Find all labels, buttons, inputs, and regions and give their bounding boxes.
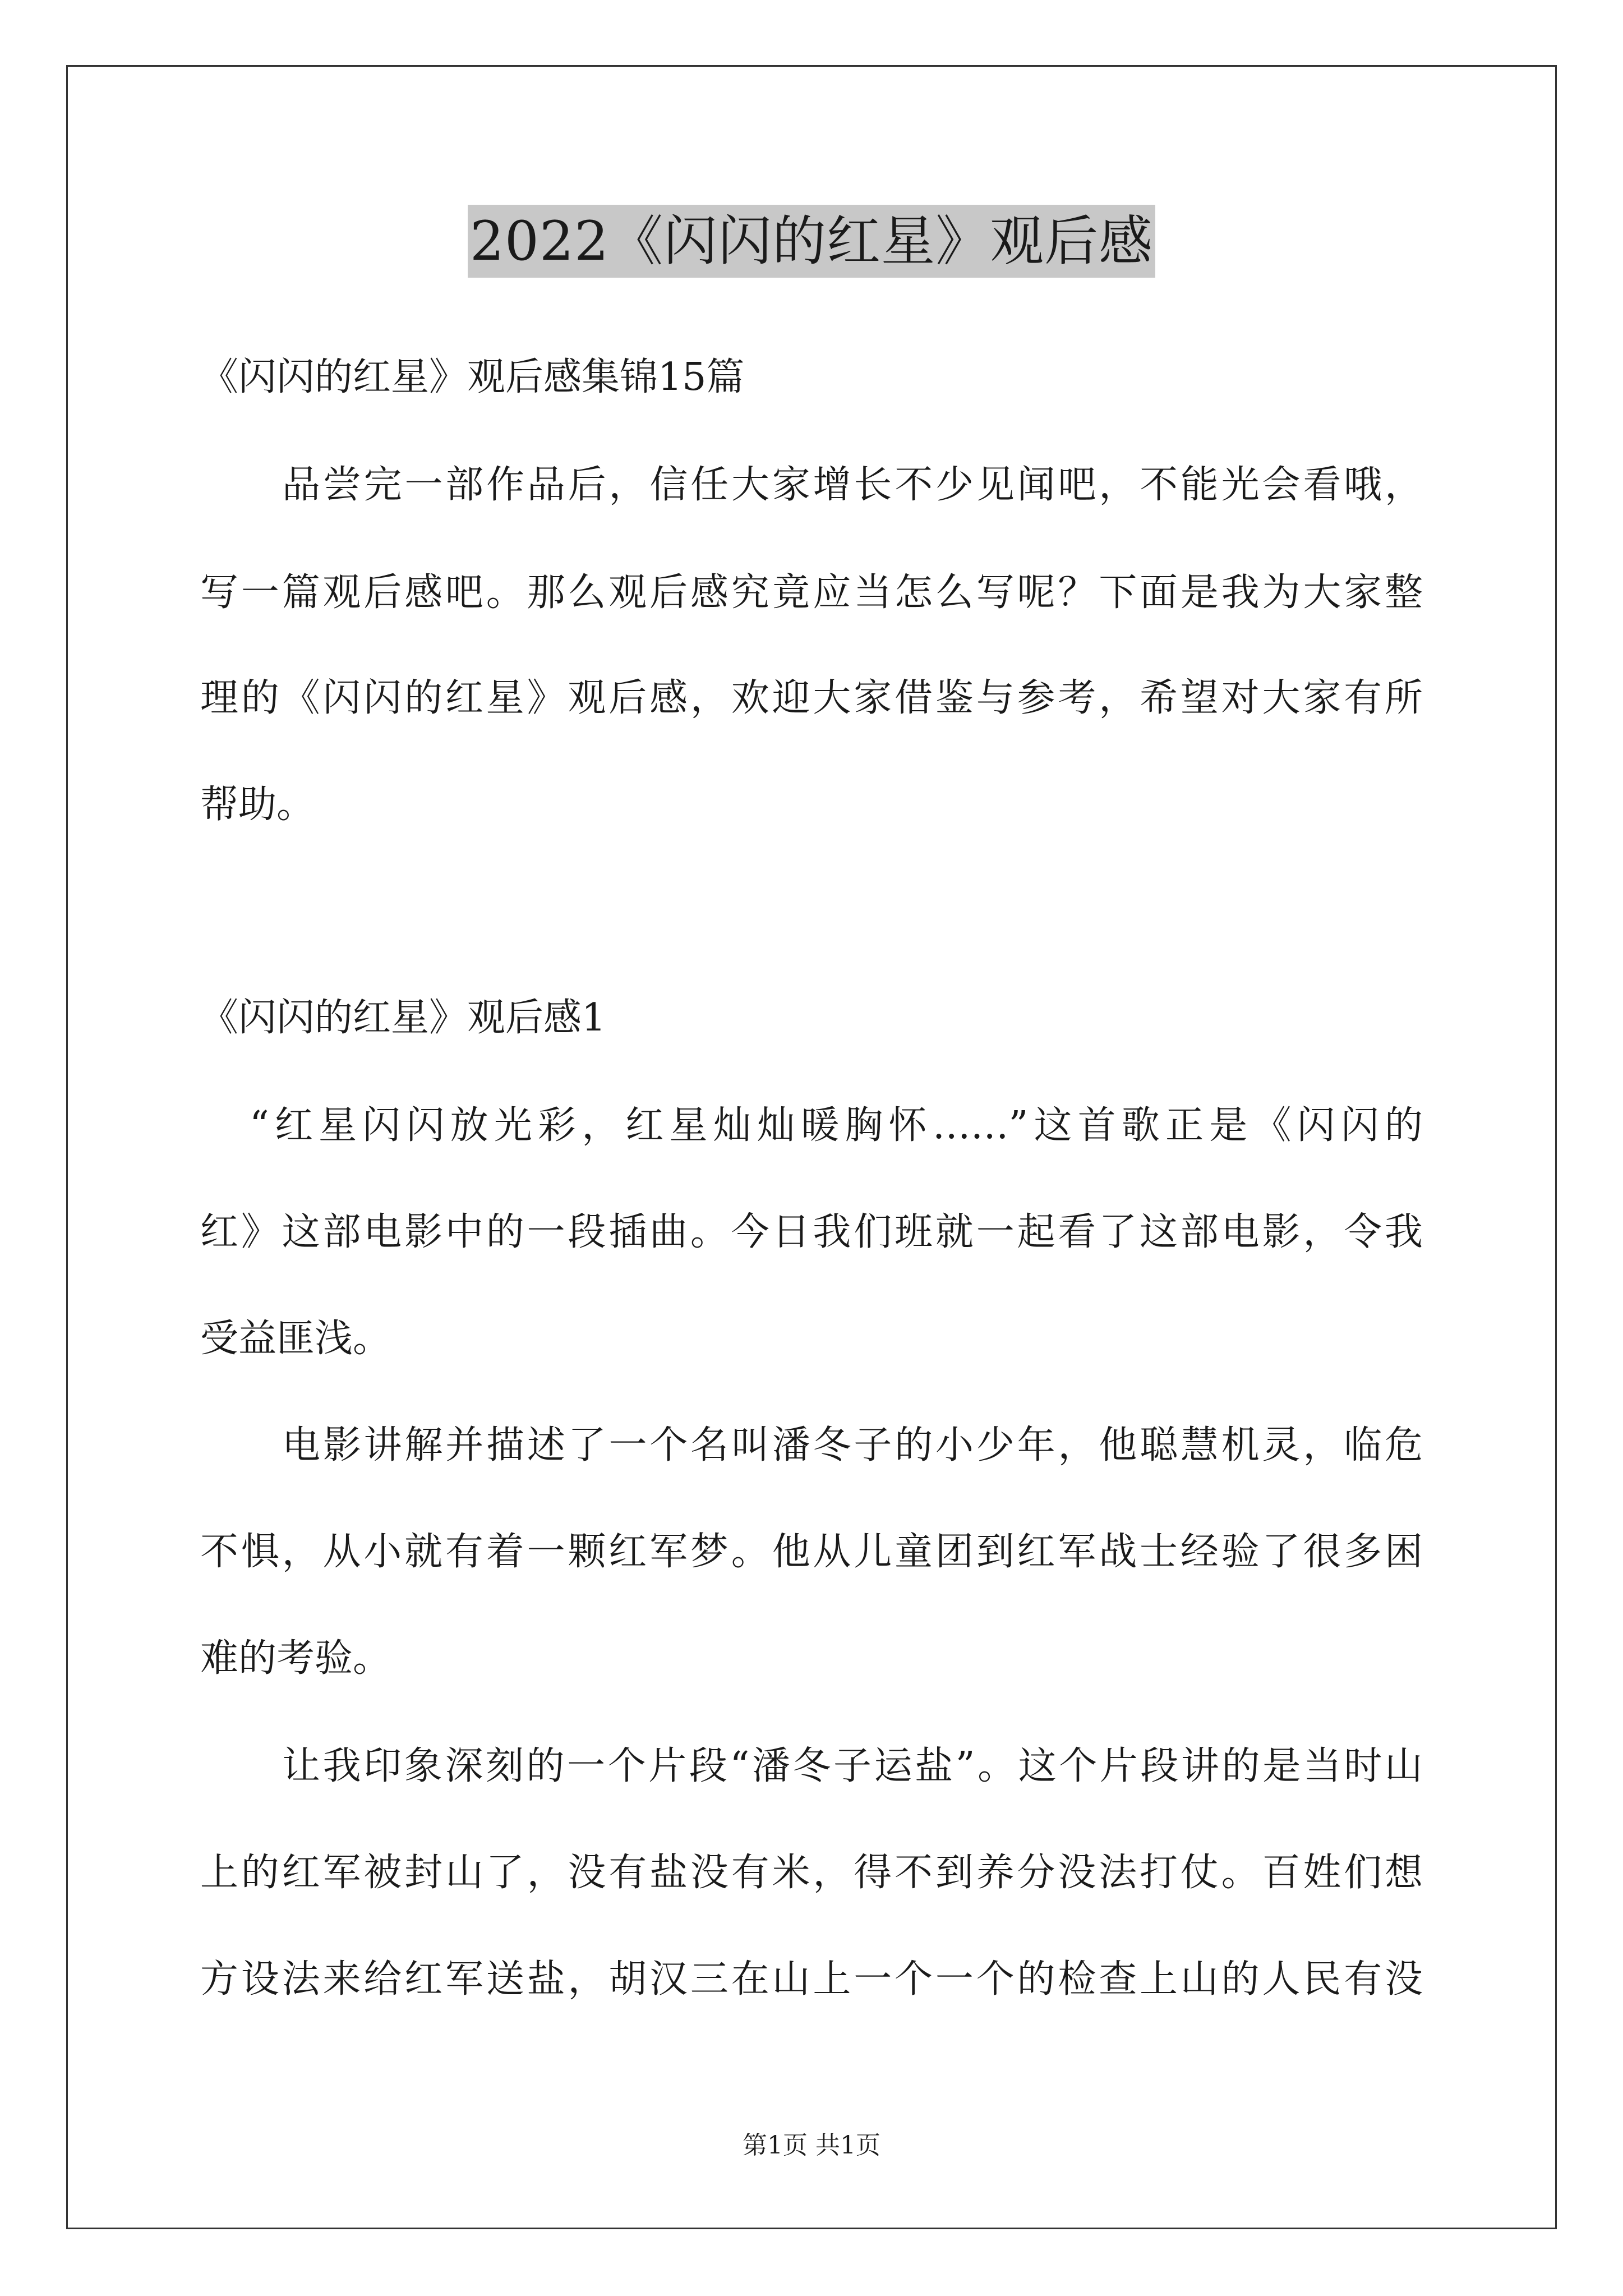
paragraph-line: 受益匪浅。 [200,1317,391,1361]
intro-line: 帮助。 [200,783,315,827]
intro-line: 品尝完一部作品后，信任大家增长不少见闻吧，不能光会看哦， [282,463,1423,507]
paragraph-line: 红》这部电影中的一段插曲。今日我们班就一起看了这部电影，令我 [200,1210,1423,1254]
paragraph-line: 电影讲解并描述了一个名叫潘冬子的小少年，他聪慧机灵，临危 [282,1423,1423,1467]
paragraph-line: 方设法来给红军送盐，胡汉三在山上一个一个的检查上山的人民有没 [200,1957,1423,2001]
page-footer: 第1页 共1页 [743,2131,880,2160]
document-title: 2022《闪闪的红星》观后感 [468,205,1155,278]
intro-line: 写一篇观后感吧。那么观后感究竟应当怎么写呢？下面是我为大家整 [200,570,1423,615]
paragraph-line: 上的红军被封山了，没有盐没有米，得不到养分没法打仗。百姓们想 [200,1851,1423,1895]
paragraph-line: “红星闪闪放光彩，红星灿灿暖胸怀……”这首歌正是《闪闪的 [250,1103,1423,1148]
intro-line: 理的《闪闪的红星》观后感，欢迎大家借鉴与参考，希望对大家有所 [200,676,1423,720]
paragraph-line: 难的考验。 [200,1636,391,1681]
section-heading: 《闪闪的红星》观后感1 [200,996,606,1040]
title-container [0,205,1623,278]
paragraph-line: 不惧，从小就有着一颗红军梦。他从儿童团到红军战士经验了很多困 [200,1530,1423,1574]
document-subtitle: 《闪闪的红星》观后感集锦15篇 [200,355,745,399]
paragraph-line: 让我印象深刻的一个片段“潘冬子运盐”。这个片段讲的是当时山 [282,1744,1423,1788]
